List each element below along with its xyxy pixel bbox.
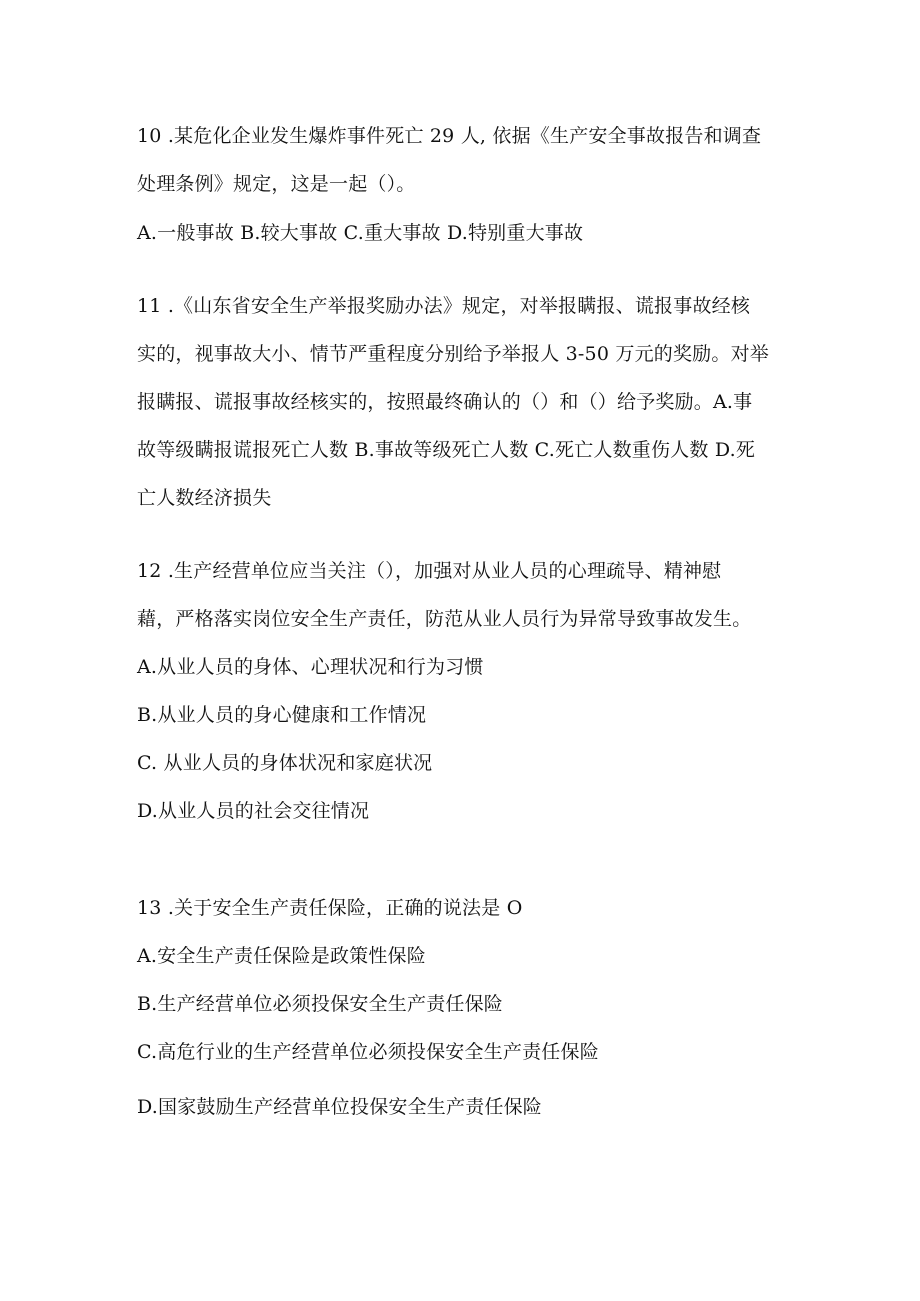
question-11-stem-line-2: 实的，视事故大小、情节严重程度分别给予举报人 3-50 万元的奖励。对举 <box>137 343 769 365</box>
question-12-stem-line-1: 12 .生产经营单位应当关注（），加强对从业人员的心理疏导、精神慰 <box>137 560 722 582</box>
question-12-stem-line-2: 藉，严格落实岗位安全生产责任，防范从业人员行为异常导致事故发生。 <box>137 608 752 630</box>
question-13-option-b: B.生产经营单位必须投保安全生产责任保险 <box>137 993 504 1015</box>
question-12-option-a: A.从业人员的身体、心理状况和行为习惯 <box>137 656 484 678</box>
question-11-stem-line-3: 报瞒报、谎报事故经核实的，按照最终确认的（）和（）给予奖励。A.事 <box>137 391 753 413</box>
question-13-option-a: A.安全生产责任保险是政策性保险 <box>137 945 426 967</box>
question-11-stem-line-4: 故等级瞒报谎报死亡人数 B.事故等级死亡人数 C.死亡人数重伤人数 D.死 <box>137 439 756 461</box>
question-13-option-c: C.高危行业的生产经营单位必须投保安全生产责任保险 <box>137 1041 599 1063</box>
question-12-option-b: B.从业人员的身心健康和工作情况 <box>137 704 427 726</box>
question-11-stem-line-1: 11 .《山东省安全生产举报奖励办法》规定，对举报瞒报、谎报事故经核 <box>137 295 751 317</box>
question-11-stem-line-5: 亡人数经济损失 <box>137 487 272 509</box>
question-10-stem-line-2: 处理条例》规定，这是一起（）。 <box>137 173 416 195</box>
question-10-options: A.一般事故 B.较大事故 C.重大事故 D.特别重大事故 <box>137 222 584 244</box>
question-10-stem-line-1: 10 .某危化企业发生爆炸事件死亡 29 人, 依据《生产安全事故报告和调查 <box>137 125 762 147</box>
question-13-option-d: D.国家鼓励生产经营单位投保安全生产责任保险 <box>137 1096 542 1118</box>
question-12-option-d: D.从业人员的社会交往情况 <box>137 800 370 822</box>
question-13-stem: 13 .关于安全生产责任保险，正确的说法是 O <box>137 897 523 919</box>
question-12-option-c: C. 从业人员的身体状况和家庭状况 <box>137 752 433 774</box>
